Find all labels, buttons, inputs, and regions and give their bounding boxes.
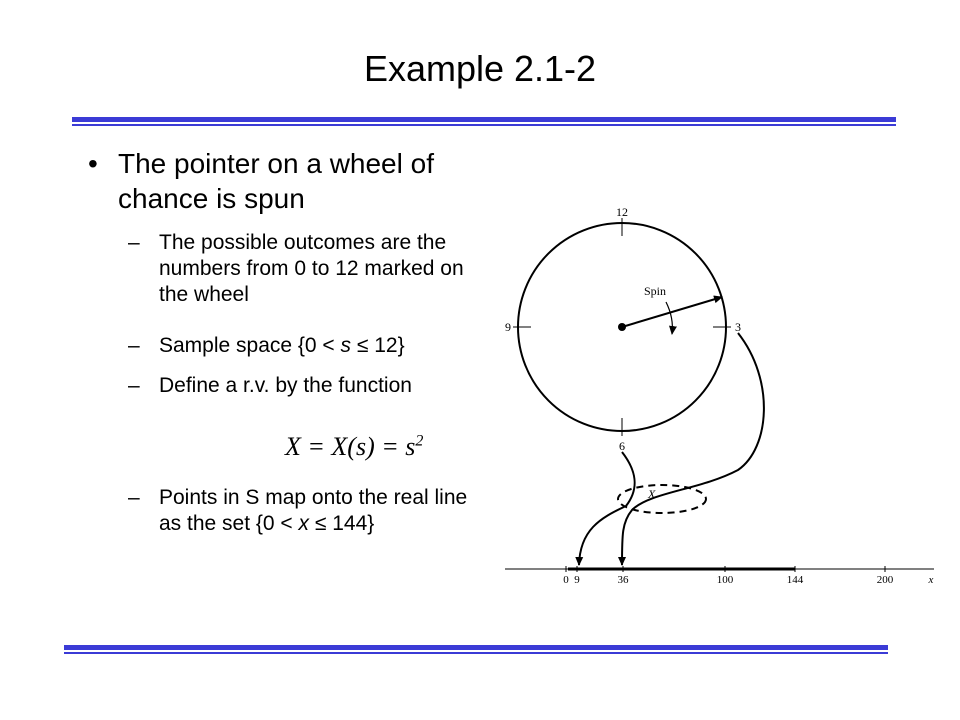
main-bullet-text: The pointer on a wheel of chance is spun [118, 148, 434, 214]
wheel-label-6: 6 [619, 439, 625, 453]
sub-bullet-text: Define a r.v. by the function [159, 374, 412, 397]
dash-mark: – [128, 374, 140, 397]
dash-mark: – [128, 486, 140, 509]
dash-mark: – [128, 231, 140, 254]
axis-label-0: 0 [563, 574, 569, 586]
axis-label-100: 100 [716, 574, 734, 586]
axis-label-144: 144 [786, 574, 804, 586]
wheel-label-9: 9 [505, 320, 511, 334]
sub-bullet-text: Points in S map onto the real line as the set {0 < x ≤ 144} [159, 486, 468, 535]
bottom-divider [64, 645, 888, 654]
bullet-mark: • [88, 148, 98, 179]
sub-bullet-text: Sample space {0 < s ≤ 12} [159, 334, 405, 357]
spin-label: Spin [644, 284, 667, 298]
function-formula: $X = X(s) = s^2$ [285, 432, 424, 461]
dash-mark: – [128, 334, 140, 357]
spin-direction-arrow [666, 302, 672, 334]
slide-title: Example 2.1-2 [363, 48, 597, 89]
axis-label-36: 36 [617, 574, 629, 586]
axis-var-label: x [928, 574, 934, 586]
axis-label-200: 200 [876, 574, 894, 586]
mapping-label: X [648, 487, 656, 501]
sub-bullet-text: The possible outcomes are the numbers from 0 to 12 marked on the wheel [159, 231, 464, 306]
wheel-label-12: 12 [616, 205, 628, 219]
axis-label-9: 9 [574, 574, 580, 586]
wheel-label-3: 3 [735, 320, 741, 334]
map-curve-3-to-9 [622, 333, 764, 565]
map-curve-6-to-36 [579, 452, 635, 565]
